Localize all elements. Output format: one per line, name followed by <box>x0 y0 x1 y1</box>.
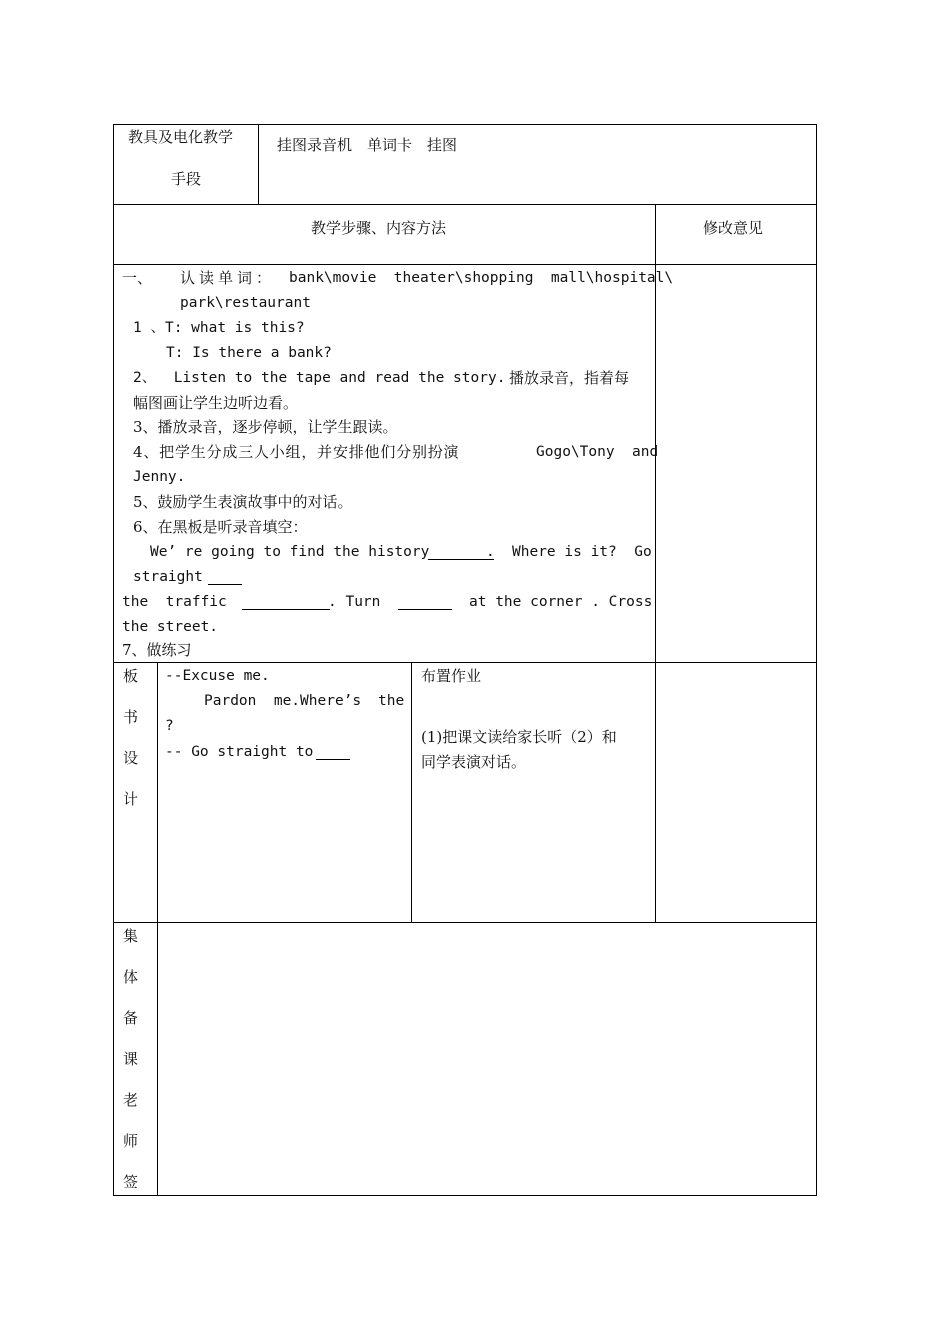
board-line-2: Pardon me.Where’s <box>204 693 362 709</box>
row-divider-2 <box>113 264 817 265</box>
collective-label-4: 课 <box>123 1050 139 1068</box>
fill-line-1-period: . <box>486 544 495 560</box>
step-5: 5、鼓励学生表演故事中的对话。 <box>133 493 353 511</box>
step-intro-words: bank\movie theater\shopping mall\hospital\ <box>289 270 674 286</box>
step-4-chinese: 4、把学生分成三人小组，并安排他们分别扮演 <box>133 443 460 461</box>
table-border-left <box>113 124 114 1196</box>
board-label-4: 计 <box>123 790 139 808</box>
step-2-english: 2、 Listen to the tape and read the story. <box>133 370 506 386</box>
table-border-right <box>816 124 817 1196</box>
teaching-aids-content: 挂图录音机 单词卡 挂图 <box>277 136 458 154</box>
teaching-aids-label-line1: 教具及电化教学 <box>128 128 234 146</box>
collective-label-7: 签 <box>123 1173 139 1191</box>
collective-label-2: 体 <box>123 968 139 986</box>
board-line-4: -- Go straight to <box>165 744 314 760</box>
revise-header: 修改意见 <box>703 219 764 237</box>
step-intro-number: 一、 <box>122 269 153 287</box>
row-divider-1 <box>113 204 817 205</box>
collective-label-6: 师 <box>123 1132 139 1150</box>
col-divider-homework <box>411 662 412 922</box>
homework-title: 布置作业 <box>421 667 482 685</box>
step-intro-words-cont: park\restaurant <box>180 295 311 311</box>
fill-blank-straight <box>208 570 242 585</box>
row-divider-4 <box>113 922 817 923</box>
board-label-3: 设 <box>123 749 139 767</box>
table-border-bottom <box>113 1195 817 1196</box>
fill-line-1-question: Where is it? Go <box>512 544 652 560</box>
board-label-2: 书 <box>123 708 139 726</box>
board-line-3: ? <box>165 718 174 734</box>
teaching-aids-label-line2: 手段 <box>171 170 202 188</box>
col-divider-row1 <box>258 124 259 204</box>
col-divider-revise <box>655 204 656 922</box>
col-divider-label <box>157 662 158 1196</box>
board-line-2-end: the <box>378 693 405 709</box>
step-4-names: Gogo\Tony and <box>536 444 659 460</box>
homework-line-1: (1)把课文读给家长听（2）和 <box>421 728 617 746</box>
board-line-1: --Excuse me. <box>165 668 270 684</box>
fill-line-3-turn: . Turn <box>328 594 381 610</box>
step-3: 3、播放录音，逐步停顿，让学生跟读。 <box>133 418 398 436</box>
fill-blank-turn <box>398 595 452 610</box>
fill-blank-traffic <box>242 595 330 610</box>
fill-line-2-text: straight <box>133 569 203 585</box>
step-1-line1: 1 、T: what is this? <box>133 320 305 336</box>
board-label-1: 板 <box>123 667 139 685</box>
fill-line-3-start: the traffic <box>122 594 227 610</box>
fill-line-1-text: We’ re going to find the history <box>150 544 430 560</box>
steps-header: 教学步骤、内容方法 <box>311 219 447 237</box>
collective-label-1: 集 <box>123 927 139 945</box>
fill-blank-history <box>428 545 494 560</box>
step-7: 7、做练习 <box>122 641 192 659</box>
step-1-line2: T: Is there a bank? <box>166 345 332 361</box>
step-intro-label: 认读单词： <box>180 269 276 287</box>
step-4-cont: Jenny. <box>133 469 186 485</box>
row-divider-3 <box>113 662 817 663</box>
step-2-chinese: 播放录音，指着每 <box>509 369 630 387</box>
collective-label-5: 老 <box>123 1091 139 1109</box>
board-blank <box>316 745 350 760</box>
collective-label-3: 备 <box>123 1009 139 1027</box>
step-2-cont: 幅图画让学生边听边看。 <box>133 394 299 412</box>
homework-line-2: 同学表演对话。 <box>421 753 527 771</box>
fill-line-4: the street. <box>122 619 219 635</box>
fill-line-3-end: at the corner . Cross <box>469 594 653 610</box>
step-6: 6、在黑板是听录音填空： <box>133 518 308 536</box>
